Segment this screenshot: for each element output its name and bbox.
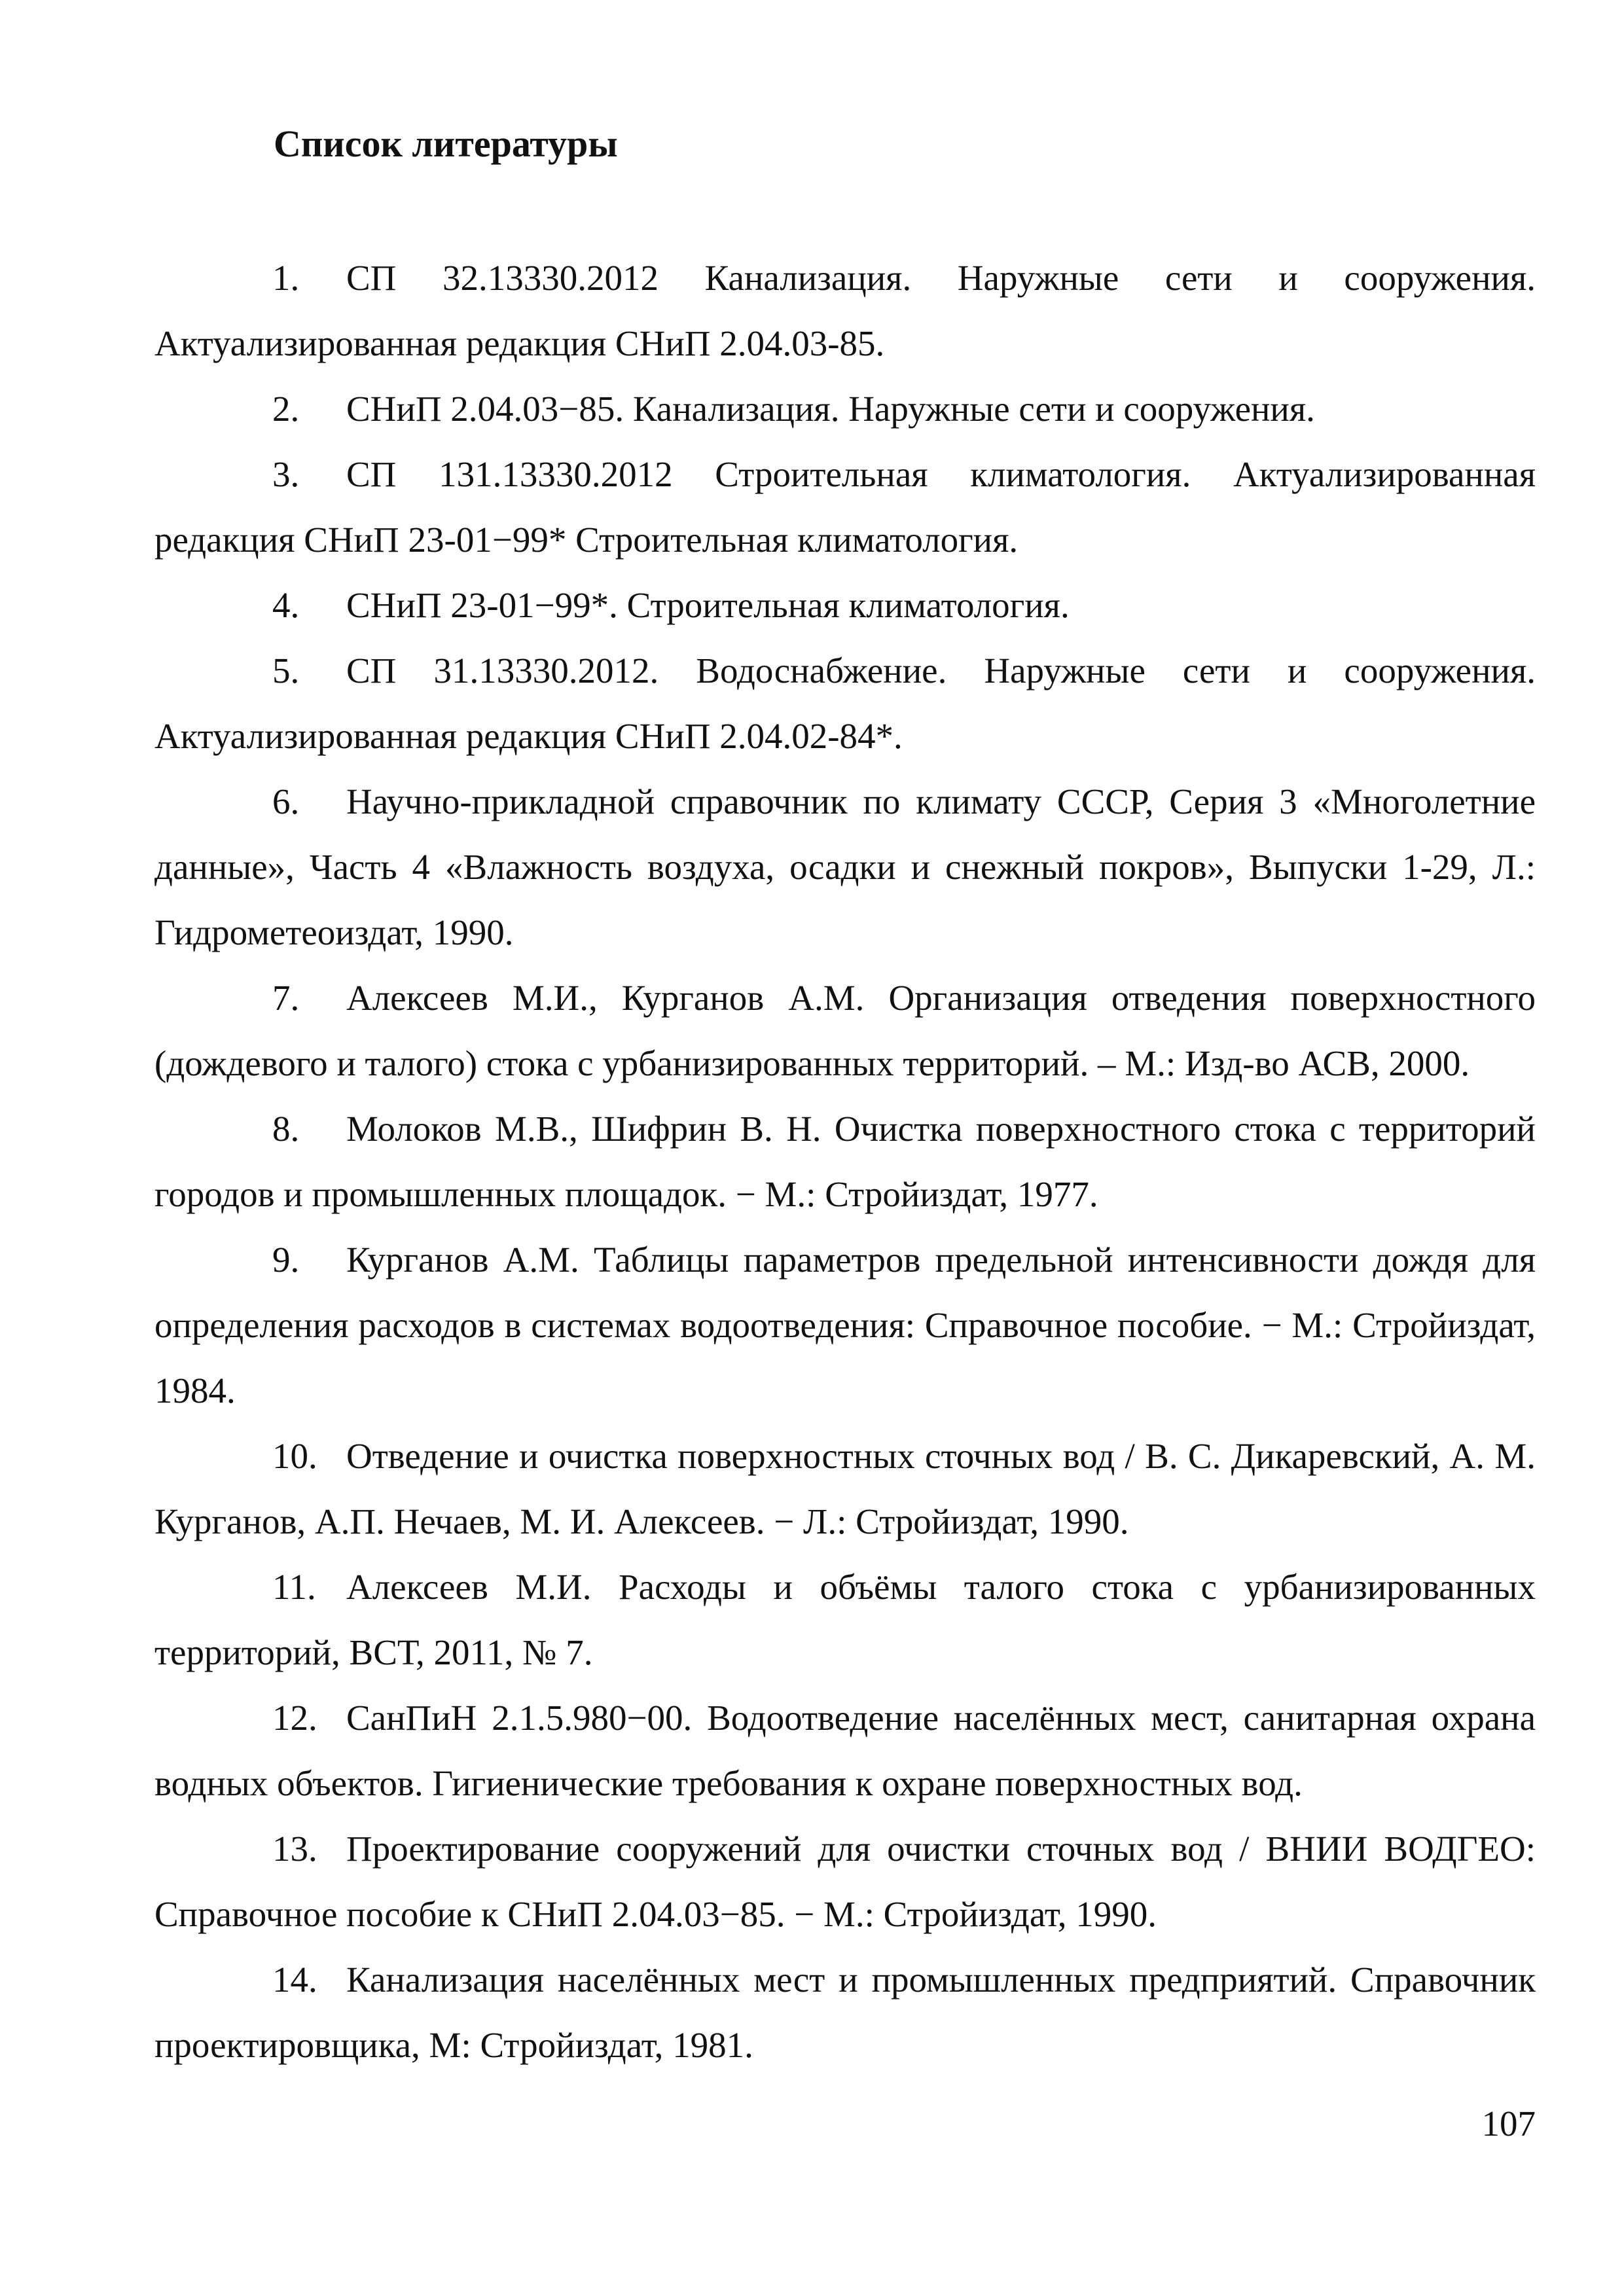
- reference-number: 11.: [272, 1567, 316, 1607]
- reference-item: [154, 1424, 1536, 1554]
- reference-text: Молоков М.В., Шифрин В. Н. Очистка поверхностного стока с территорий городов и промышленных площадок. − М.: Стройиздат, 1977.: [154, 1109, 1536, 1214]
- reference-text: СП 31.13330.2012. Водоснабжение. Наружные сети и сооружения. Актуализированная редакция СНиП 2.04.02-84*.: [154, 651, 1536, 756]
- reference-item: [154, 573, 1536, 638]
- reference-text: Канализация населённых мест и промышленных предприятий. Справочник проектировщика, М: Стройиздат, 1981.: [154, 1960, 1536, 2065]
- reference-item: [154, 1947, 1536, 2078]
- reference-number: 14.: [272, 1960, 317, 2000]
- reference-text: СП 131.13330.2012 Строительная климатология. Актуализированная редакция СНиП 23-01−99* Строительная климатология.: [154, 454, 1536, 560]
- reference-list: [154, 245, 1536, 2078]
- reference-item: [154, 245, 1536, 376]
- reference-number: 13.: [272, 1829, 317, 1869]
- reference-number: 7.: [272, 978, 300, 1018]
- reference-item: [154, 638, 1536, 769]
- reference-number: 4.: [272, 585, 300, 625]
- reference-text: Отведение и очистка поверхностных сточных вод / В. С. Дикаревский, А. М. Курганов, А.П. Нечаев, М. И. Алексеев. − Л.: Стройиздат, 1990.: [154, 1436, 1536, 1541]
- reference-text: Алексеев М.И. Расходы и объёмы талого стока с урбанизированных территорий, ВСТ, 2011, № 7.: [154, 1567, 1536, 1672]
- reference-item: [154, 1685, 1536, 1816]
- reference-number: 10.: [272, 1436, 317, 1476]
- reference-number: 6.: [272, 781, 300, 821]
- reference-item: [154, 1816, 1536, 1947]
- reference-number: 8.: [272, 1109, 300, 1149]
- reference-number: 9.: [272, 1240, 300, 1280]
- reference-number: 5.: [272, 651, 300, 691]
- reference-item: [154, 442, 1536, 573]
- reference-item: [154, 376, 1536, 442]
- reference-text: СП 32.13330.2012 Канализация. Наружные сети и сооружения. Актуализированная редакция СНиП 2.04.03-85.: [154, 258, 1536, 363]
- page-title: Список литературы: [274, 122, 618, 165]
- reference-number: 3.: [272, 454, 300, 494]
- reference-number: 12.: [272, 1698, 317, 1738]
- page-content: [154, 115, 1536, 2078]
- page-number: 107: [1481, 2104, 1536, 2144]
- reference-text: Курганов А.М. Таблицы параметров предельной интенсивности дождя для определения расходов в системах водоотведения: Справочное пособие. − М.: Стройиздат, 1984.: [154, 1240, 1536, 1410]
- reference-item: [154, 1554, 1536, 1685]
- reference-item: [154, 965, 1536, 1096]
- reference-text: Алексеев М.И., Курганов А.М. Организация отведения поверхностного (дождевого и талого) стока с урбанизированных территорий. – М.: Изд-во АСВ, 2000.: [154, 978, 1536, 1083]
- reference-text: СНиП 2.04.03−85. Канализация. Наружные сети и сооружения.: [346, 389, 1315, 429]
- reference-item: [154, 1096, 1536, 1227]
- reference-item: [154, 1227, 1536, 1424]
- reference-text: СНиП 23-01−99*. Строительная климатология.: [346, 585, 1070, 625]
- reference-number: 2.: [272, 389, 300, 429]
- reference-text: Научно-прикладной справочник по климату СССР, Серия 3 «Многолетние данные», Часть 4 «Влажность воздуха, осадки и снежный покров», Выпуски 1-29, Л.: Гидрометеоиздат, 1990.: [154, 781, 1536, 952]
- reference-text: Проектирование сооружений для очистки сточных вод / ВНИИ ВОДГЕО: Справочное пособие к СНиП 2.04.03−85. − М.: Стройиздат, 1990.: [154, 1829, 1536, 1934]
- reference-text: СанПиН 2.1.5.980−00. Водоотведение населённых мест, санитарная охрана водных объектов. Гигиенические требования к охране поверхностных вод.: [154, 1698, 1536, 1803]
- reference-item: [154, 769, 1536, 965]
- reference-number: 1.: [272, 258, 300, 298]
